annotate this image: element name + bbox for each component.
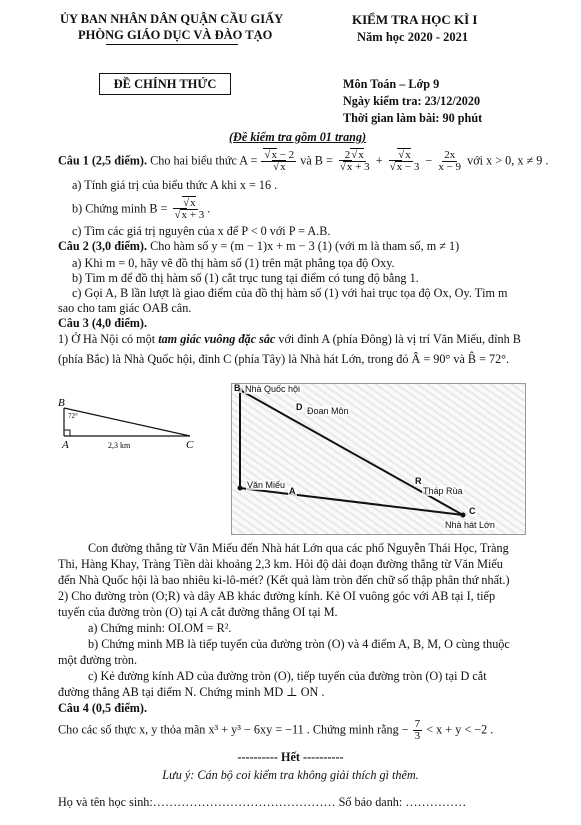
map-label-van-mieu: Văn Miếu — [247, 480, 286, 490]
map-side-bc — [240, 390, 463, 515]
q3-p2-part-c2: đường thẳng AB tại điểm N. Chứng minh MD ⊥ ON . — [58, 685, 325, 699]
formula-a: √ x − 2 √ x — [261, 150, 296, 173]
q4-text: Cho các số thực x, y thỏa mãn x³ + y³ − 6xy = −11 . Chứng minh rằng − $\frac{7}{3}$ < x + y < −2 . — [58, 718, 494, 742]
map-label-a: A — [289, 486, 296, 496]
q2-stem — [58, 239, 459, 254]
q4-fraction: $\frac{7}{3}$ — [414, 718, 421, 742]
q3-p1-line3: Con đường thẳng từ Văn Miếu đến Nhà hát Lớn qua các phố Nguyễn Thái Học, Tràng — [88, 541, 509, 555]
header-school-year: Năm học 2020 - 2021 — [357, 30, 469, 44]
q3-p2-line1: 2) Cho đường tròn (O;R) và dây AB khác đường kính. Kẻ OI vuông góc với AB tại I, tiếp — [58, 589, 496, 603]
map-label-d: D — [296, 402, 303, 412]
vertex-b-label: B — [58, 397, 65, 409]
header-underline — [106, 44, 238, 45]
q3-p1-line4: Thi, Hàng Khay, Tràng Tiền dài khoảng 2,3 km. Hỏi độ dài đoạn đường thẳng từ Văn Miếu — [58, 557, 503, 571]
map-label-nha-quoc-hoi: Nhà Quốc hội — [245, 384, 301, 394]
subject-line: Môn Toán – Lớp 9 — [343, 77, 440, 91]
q2-part-c1: c) Gọi A, B lần lượt là giao điểm của đồ thị hàm số (1) với hai trục tọa độ Ox, Oy. Tìm m — [72, 286, 508, 300]
duration-line: Thời gian làm bài: 90 phút — [343, 111, 483, 125]
q2-label: Câu 2 (3,0 điểm). — [58, 239, 148, 253]
q3-p1-emphasis: tam giác vuông đặc sắc — [158, 332, 276, 346]
map-label-thap-rua: Tháp Rùa — [423, 486, 463, 496]
student-info-line: Họ và tên học sinh:……………………………………… Số báo danh: …………… — [58, 795, 467, 809]
date-line: Ngày kiểm tra: 23/12/2020 — [343, 94, 481, 108]
q3-p2-line2: tuyến của đường tròn (O) tại A cắt đường thẳng OI tại M. — [58, 605, 338, 619]
q2-part-a: a) Khi m = 0, hãy vẽ đồ thị hàm số (1) trên mặt phẳng tọa độ Oxy. — [72, 256, 395, 270]
map-label-doan-mon: Đoan Môn — [307, 406, 349, 416]
q2-part-c2: sao cho tam giác OAB cân. — [58, 301, 192, 315]
q1-label: Câu 1 (2,5 điểm). — [58, 153, 148, 168]
q1-stem: Câu 1 (2,5 điểm). Cho hai biểu thức A = √ x − 2 √ x và B = 2√ x √ x + 3 + √ x √ x − 3 − $\frac{2x}{x - 9}$ với x > 0, x ≠ 9 . — [58, 150, 548, 173]
formula-b-term3: $\frac{2x}{x - 9}$ — [438, 149, 462, 173]
q2-intro: Cho hàm số y = (m − 1)x + m − 3 (1) (với m là tham số, m ≠ 1) — [150, 239, 460, 253]
q4-text-main: Cho các số thực x, y thỏa mãn x³ + y³ − 6xy = −11 . Chứng minh rằng — [58, 722, 399, 737]
vertex-c-label: C — [186, 439, 194, 451]
q3-p1-line1 — [58, 332, 521, 347]
q4-inequality: < x + y < −2 . — [426, 722, 494, 737]
formula-b-term2: √ x √ x − 3 — [387, 150, 422, 173]
vertex-a-label: A — [62, 439, 69, 451]
map-label-nha-hat-lon: Nhà hát Lớn — [445, 520, 495, 530]
map-label-r: R — [415, 476, 422, 486]
map-label-c: C — [469, 506, 476, 516]
q3-p2-part-b2: một đường tròn. — [58, 653, 138, 667]
header-authority: ỦY BAN NHÂN DÂN QUẬN CẦU GIẤY — [60, 12, 284, 26]
angle-b-label: 72° — [68, 412, 78, 420]
q3-p2-part-a: a) Chứng minh: OI.OM = R². — [88, 621, 232, 635]
side-ac-label: 2,3 km — [108, 441, 131, 450]
q1-intro: Cho hai biểu thức — [150, 153, 237, 168]
q3-p2-part-c1: c) Kẻ đường kính AD của đường tròn (O), tiếp tuyến của đường tròn (O) tại D cắt — [88, 669, 487, 683]
hanoi-map — [231, 383, 526, 535]
header-exam-title: KIỂM TRA HỌC KÌ I — [352, 12, 478, 27]
q1-part-b: b) Chứng minh B = √ x √ x + 3 . — [72, 198, 210, 221]
map-triangle — [232, 384, 525, 534]
official-badge: ĐỀ CHÍNH THỨC — [99, 73, 231, 95]
q1-part-b-text: b) Chứng minh — [72, 201, 147, 216]
end-marker: ---------- Hết ---------- — [237, 750, 344, 764]
q2-part-b: b) Tìm m để đồ thị hàm số (1) cắt trục tung tại điểm có tung độ bằng 1. — [72, 271, 419, 285]
q3-p2-part-b1: b) Chứng minh MB là tiếp tuyến của đường tròn (O) và 4 điểm A, B, M, O cùng thuộc — [88, 637, 510, 651]
q4-label: Câu 4 (0,5 điểm). — [58, 701, 148, 715]
triangle-side-bc — [64, 408, 190, 436]
q3-p1-line2: (phía Bắc) là Nhà Quốc hội, đỉnh C (phía Tây) là Nhà hát Lớn, trong đó Â = 90° và B̂ = 72°. — [58, 352, 510, 366]
q3-label: Câu 3 (4,0 điểm). — [58, 316, 148, 330]
formula-b-term1: 2√ x √ x + 3 — [337, 150, 372, 173]
map-label-b: B — [234, 383, 241, 393]
pages-note: (Đề kiểm tra gồm 01 trang) — [229, 130, 367, 144]
footer-note: Lưu ý: Cán bộ coi kiểm tra không giải thích gì thêm. — [162, 768, 419, 782]
map-point-a — [238, 486, 243, 491]
q3-p1-line5: đến Nhà Quốc hội là bao nhiêu ki-lô-mét? (Kết quả làm tròn đến chữ số thập phân thứ nhất.) — [58, 573, 510, 587]
map-point-c — [461, 513, 466, 518]
right-angle-mark — [64, 430, 70, 436]
q1-condition: với x > 0, x ≠ 9 . — [467, 153, 549, 168]
triangle-diagram — [50, 396, 210, 456]
header-department: PHÒNG GIÁO DỤC VÀ ĐÀO TẠO — [78, 28, 273, 42]
q3-p1-text-c: với đỉnh A (phía Đông) là vị trí Văn Miếu, đỉnh B — [275, 332, 521, 346]
q3-p1-text-a: 1) Ở Hà Nội có một — [58, 332, 159, 346]
q1-part-a: a) Tính giá trị của biểu thức A khi x = 16 . — [72, 178, 278, 192]
formula-b-claim: √ x √ x + 3 — [171, 198, 206, 221]
q1-part-c: c) Tìm các giá trị nguyên của x để P < 0 với P = A.B. — [72, 224, 331, 238]
